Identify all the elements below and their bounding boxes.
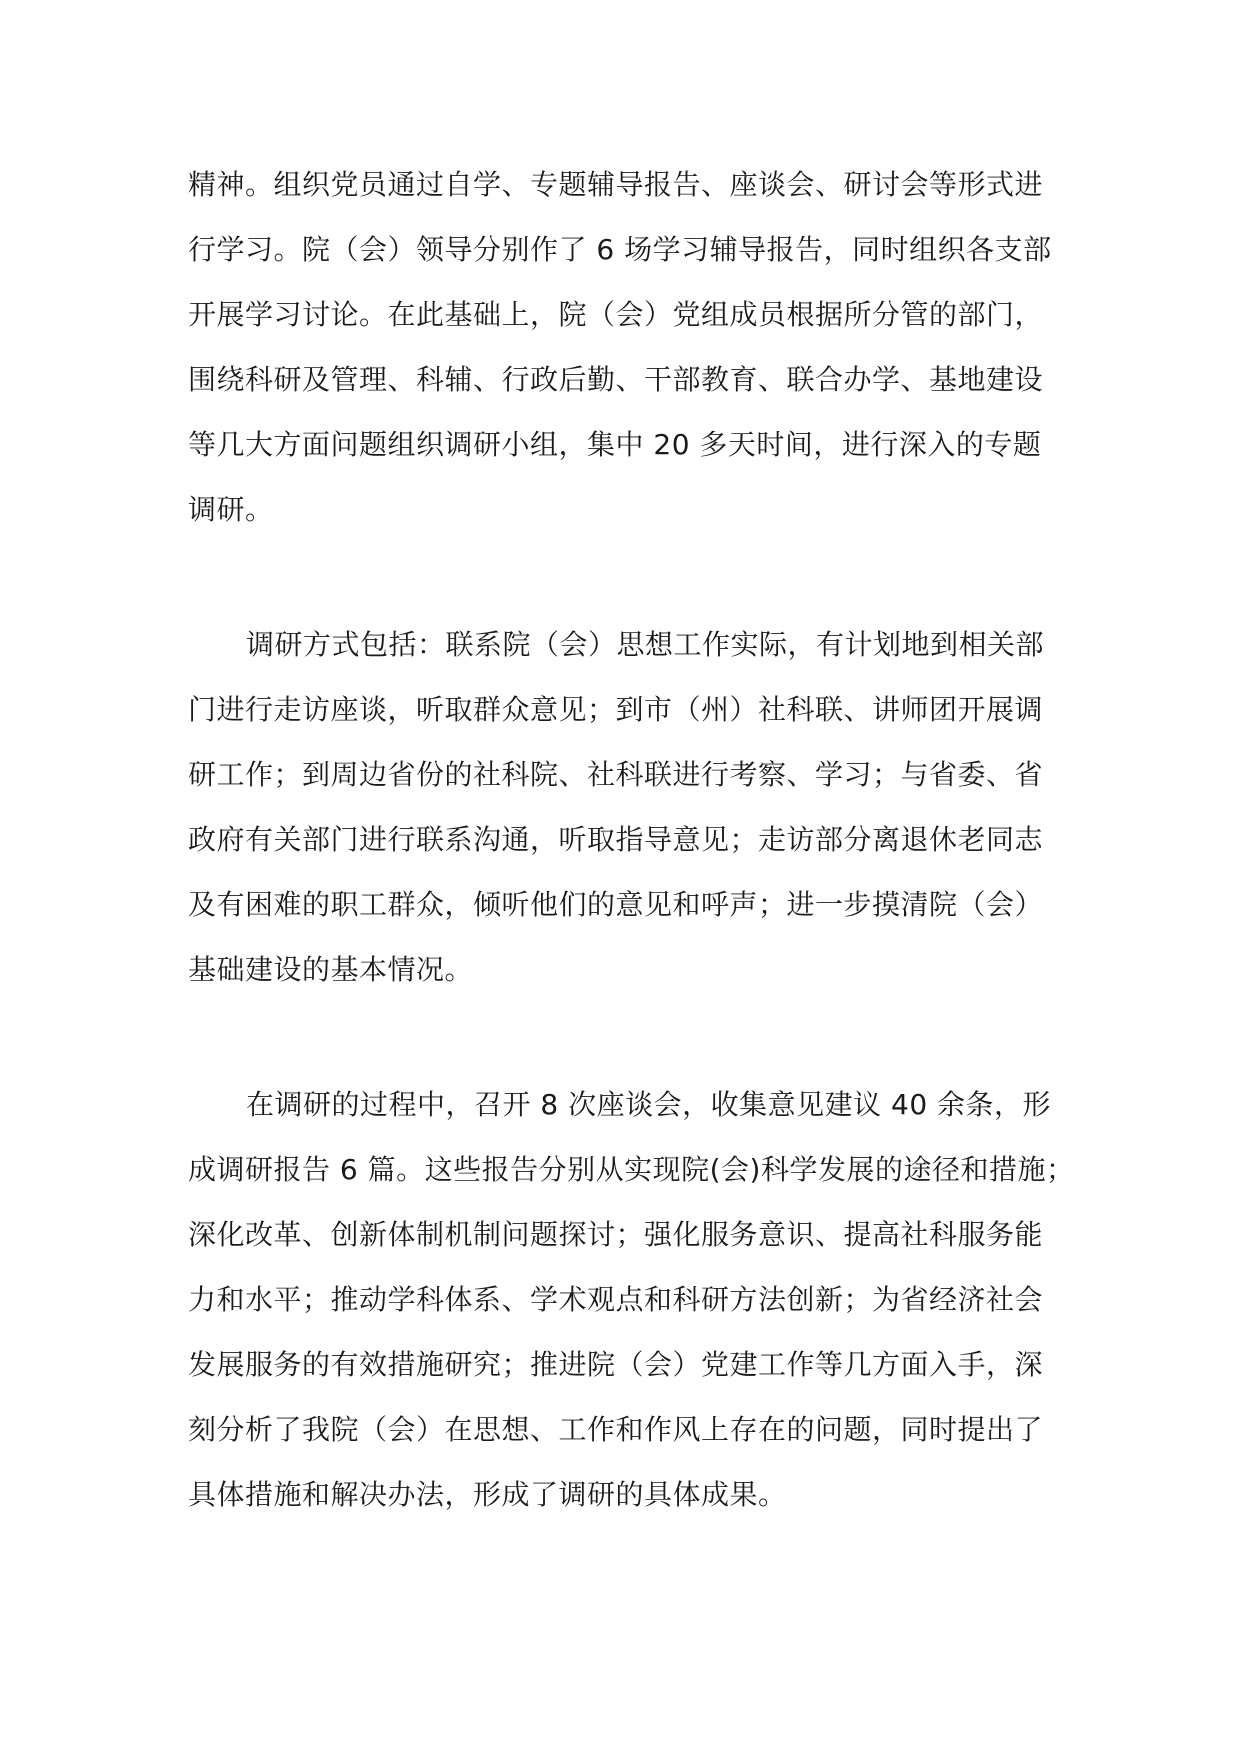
paragraph-line: 及有困难的职工群众，倾听他们的意见和呼声；进一步摸清院（会） [188,888,1044,921]
paragraph-line: 围绕科研及管理、科辅、行政后勤、干部教育、联合办学、基地建设 [188,363,1044,396]
paragraph-line: 发展服务的有效措施研究；推进院（会）党建工作等几方面入手，深 [188,1348,1044,1381]
paragraph-line: 门进行走访座谈，听取群众意见；到市（州）社科联、讲师团开展调 [188,693,1044,726]
paragraph-line: 精神。组织党员通过自学、专题辅导报告、座谈会、研讨会等形式进 [188,168,1044,201]
paragraph-1 [188,152,1068,542]
paragraph-line: 研工作；到周边省份的社科院、社科联进行考察、学习；与省委、省 [188,758,1044,791]
paragraph-line: 成调研报告 6 篇。这些报告分别从实现院(会)科学发展的途径和措施； [188,1153,1075,1186]
paragraph-line: 在调研的过程中，召开 8 次座谈会，收集意见建议 40 余条，形 [246,1088,1052,1121]
paragraph-line: 刻分析了我院（会）在思想、工作和作风上存在的问题，同时提出了 [188,1413,1044,1446]
paragraph-line: 力和水平；推动学科体系、学术观点和科研方法创新；为省经济社会 [188,1283,1044,1316]
paragraph-3 [188,1072,1075,1527]
paragraph-line: 深化改革、创新体制机制问题探讨；强化服务意识、提高社科服务能 [188,1218,1044,1251]
paragraph-line: 基础建设的基本情况。 [188,953,474,986]
paragraph-2 [188,612,1068,1002]
paragraph-line: 调研方式包括：联系院（会）思想工作实际，有计划地到相关部 [246,628,1045,661]
paragraph-line: 开展学习讨论。在此基础上，院（会）党组成员根据所分管的部门， [188,298,1044,331]
paragraph-line: 调研。 [188,493,274,526]
paragraph-line: 政府有关部门进行联系沟通，听取指导意见；走访部分离退休老同志 [188,823,1044,856]
paragraph-line: 行学习。院（会）领导分别作了 6 场学习辅导报告，同时组织各支部 [188,233,1052,266]
paragraph-line: 等几大方面问题组织调研小组，集中 20 多天时间，进行深入的专题 [188,428,1042,461]
paragraph-line: 具体措施和解决办法，形成了调研的具体成果。 [188,1478,787,1511]
